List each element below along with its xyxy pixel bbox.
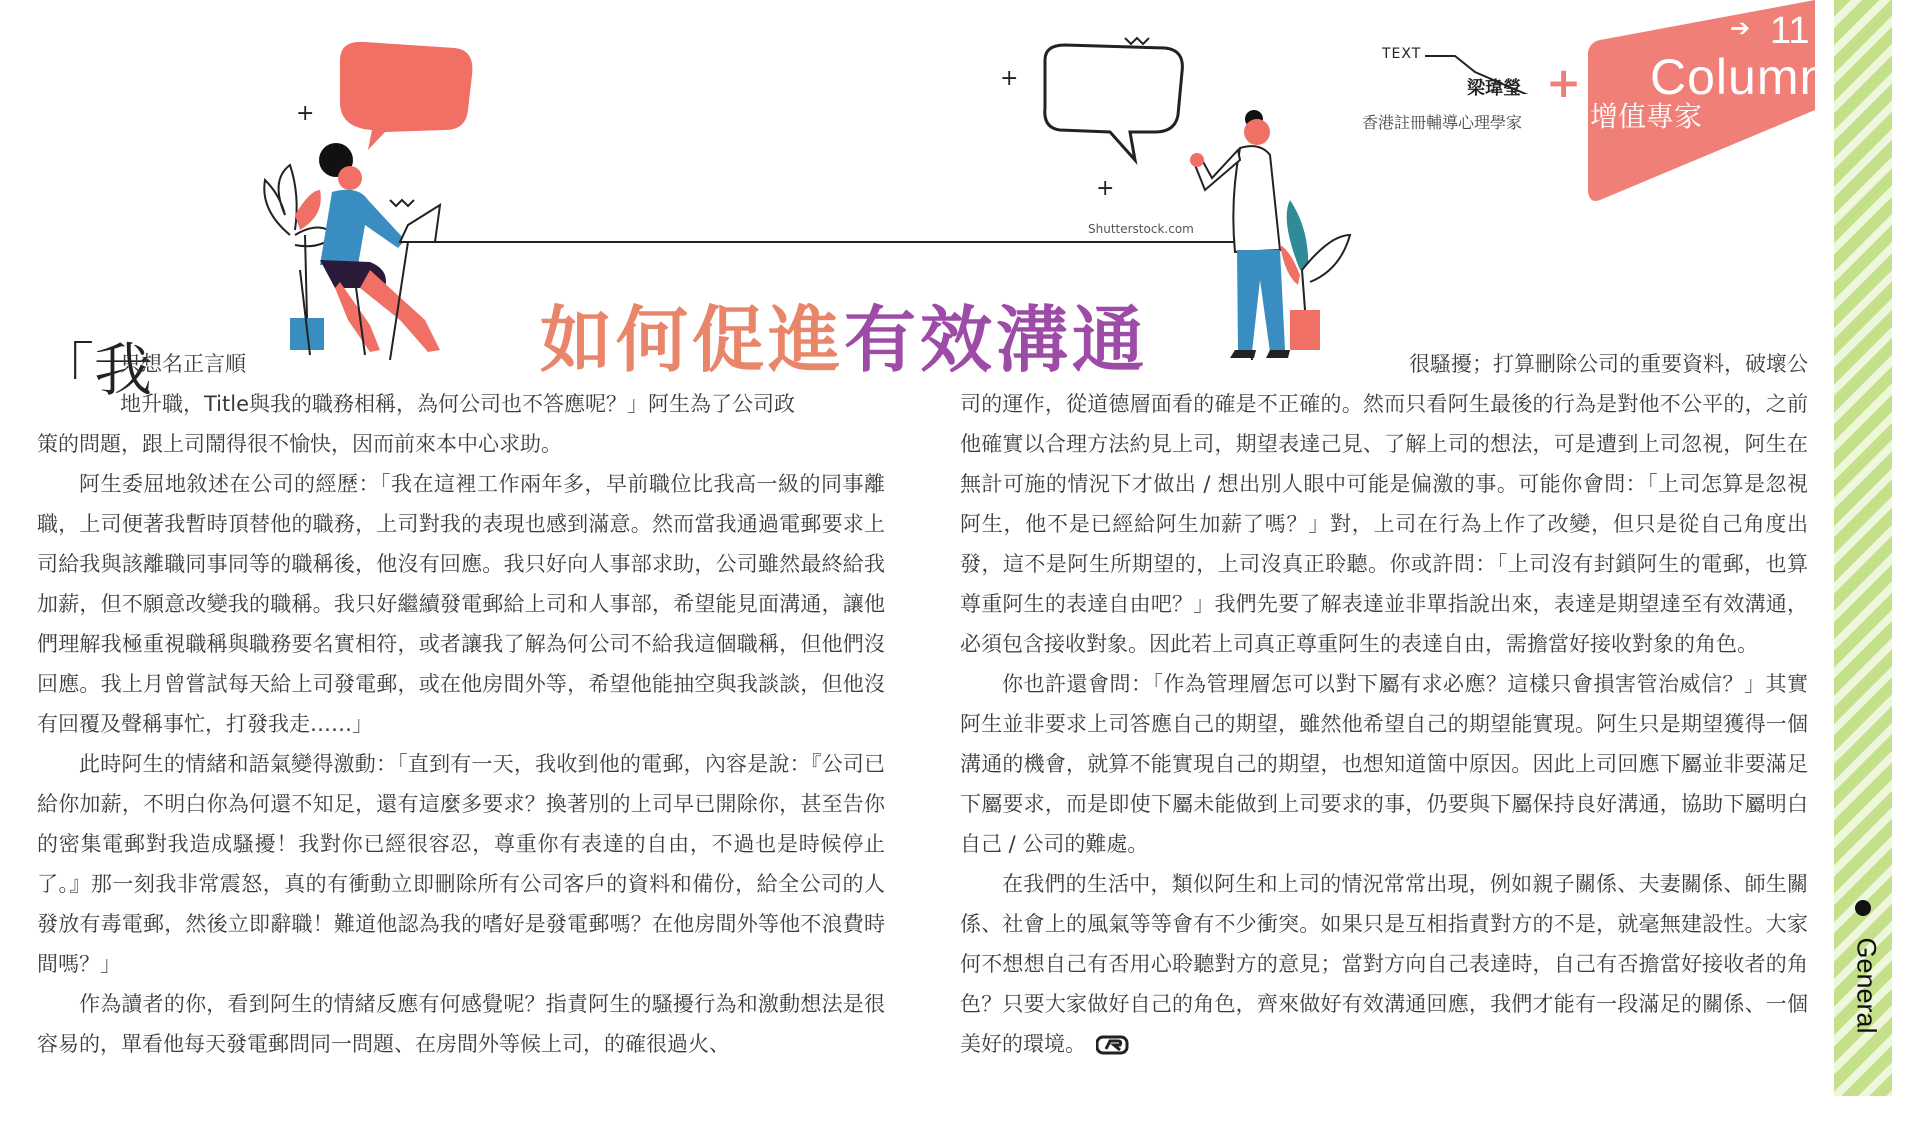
lead-line-2: 地升職，Title與我的職務相稱，為何公司也不答應呢？」阿生為了公司政 <box>120 392 796 416</box>
author-title: 香港註冊輔導心理學家 <box>1362 113 1523 132</box>
page-number: 11 <box>1770 10 1810 52</box>
paragraph: 此時阿生的情緒和語氣變得激動：「直到有一天，我收到他的電郵，內容是說：『公司已給你加薪，不明白你為何還不知足，還有這麼多要求？換著別的上司早已開除你，甚至告你的密集電郵對我造成騷擾！我對你已經很容忍，尊重你有表達的自由，不過也是時候停止了。』那一刻我非常震怒，真的有衝動立即刪除所有公司客戶的資料和備份，給全公司的人發放有毒電郵，然後立即辭職！難道他認為我的嗜好是發電郵嗎？在他房間外等他不浪費時間嗎？」 <box>37 752 885 976</box>
paragraph: 作為讀者的你，看到阿生的情緒反應有何感覺呢？指責阿生的騷擾行為和激動想法是很容易的，單看他每天發電郵問同一問題、在房間外等候上司，的確很過火、 <box>37 992 885 1056</box>
lead-line-3: 策的問題，跟上司鬧得很不愉快，因而前來本中心求助。 <box>37 432 562 456</box>
right-column-body <box>960 384 1808 1064</box>
paragraph: 阿生委屈地敘述在公司的經歷：「我在這裡工作兩年多，早前職位比我高一級的同事離職，上司便著我暫時頂替他的職務，上司對我的表現也感到滿意。然而當我通過電郵要求上司給我與該離職同事同等的職稱後，他沒有回應。我只好向人事部求助，公司雖然最終給我加薪，但不願意改變我的職稱。我只好繼續發電郵給上司和人事部，希望能見面溝通，讓他們理解我極重視職稱與職務要名實相符，或者讓我了解為何公司不給我這個職稱，但他們沒回應。我上月曾嘗試每天給上司發電郵，或在他房間外等，希望他能抽空與我談談，但他沒有回覆及聲稱事忙，打發我走……」 <box>37 472 885 736</box>
headline-part1: 如何促進 <box>540 298 845 382</box>
paragraph-last <box>960 864 1808 1064</box>
section-label <box>1838 900 1888 1040</box>
lead-line-1: 只想名正言順 <box>120 352 246 376</box>
image-credit: Shutterstock.com <box>1088 222 1194 236</box>
article-headline <box>540 282 1148 386</box>
paragraph: 你也許還會問：「作為管理層怎可以對下屬有求必應？這樣只會損害管治威信？」其實阿生並非要求上司答應自己的期望，雖然他希望自己的期望能實現。阿生只是期望獲得一個溝通的機會，就算不能實現自己的期望，也想知道箇中原因。因此上司回應下屬並非要滿足下屬要求，而是即使下屬未能做到上司要求的事，仍要與下屬保持良好溝通，協助下屬明白自己 / 公司的難處。 <box>960 672 1808 856</box>
left-column-body <box>37 464 885 1064</box>
bullet-icon <box>1855 900 1871 916</box>
section-label-text: General <box>1851 937 1882 1034</box>
dropcap: 「我 <box>36 336 153 404</box>
plus-icon: + <box>1546 58 1582 107</box>
paragraph: 司的運作，從道德層面看的確是不正確的。然而只看阿生最後的行為是對他不公平的，之前他確實以合理方法約見上司，期望表達己見、了解上司的想法，可是遭到上司忽視，阿生在無計可施的情況下才做出 / 想出別人眼中可能是偏激的事。可能你會問：「上司怎算是忽視阿生，他不是已經給阿生加薪了嗎？」對，上司在行為上作了改變，但只是從自己角度出發，這不是阿生所期望的，上司沒真正聆聽。你或許問：「上司沒有封鎖阿生的電郵，也算尊重阿生的表達自由吧？」我們先要了解表達並非單指說出來，表達是期望達至有效溝通，必須包含接收對象。因此若上司真正尊重阿生的表達自由，需擔當好接收對象的角色。 <box>960 392 1808 656</box>
arrow-icon: ➔ <box>1730 14 1751 42</box>
headline-part2: 有效溝通 <box>844 298 1149 382</box>
svg-text:+: + <box>1096 176 1115 201</box>
svg-text:+: + <box>1000 66 1019 91</box>
credit-label: TEXT <box>1382 46 1422 62</box>
paragraph-text: 在我們的生活中，類似阿生和上司的情況常常出現，例如親子關係、夫妻關係、師生關係、社會上的風氣等等會有不少衝突。如果只是互相指責對方的不是，就毫無建設性。大家何不想想自己有否用心聆聽對方的意見；當對方向自己表達時，自己有否擔當好接收者的角色？只要大家做好自己的角色，齊來做好有效溝通回應，我們才能有一段滿足的關係、一個美好的環境。 <box>960 872 1808 1056</box>
author-name: 梁瑋瑩 <box>1467 78 1521 99</box>
svg-text:+: + <box>296 101 315 126</box>
column-title: Column <box>1650 49 1829 105</box>
right-column-first-line: 很騷擾；打算刪除公司的重要資料，破壞公 <box>1409 352 1808 376</box>
end-mark-icon <box>1096 1035 1130 1055</box>
column-subtitle: 增值專家 <box>1590 100 1703 133</box>
